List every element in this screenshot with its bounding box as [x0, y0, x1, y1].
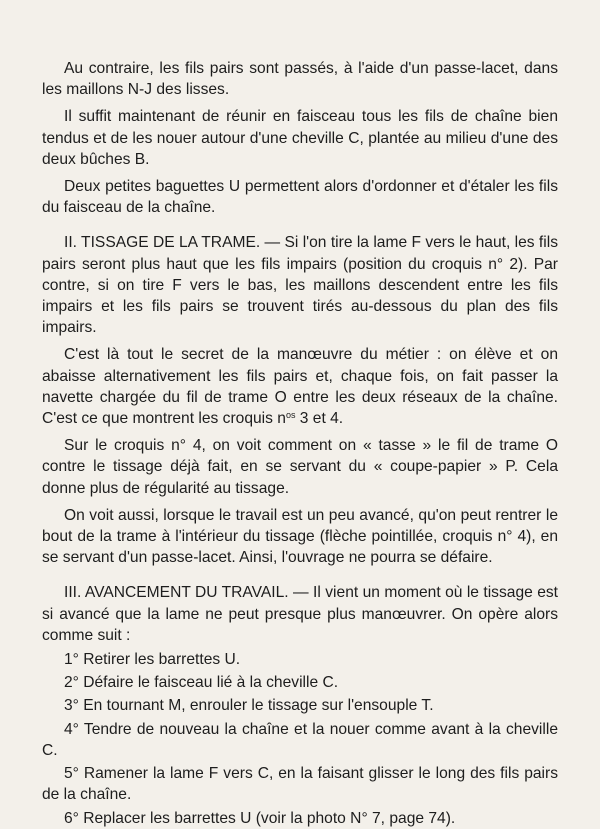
document-page [42, 58, 558, 829]
section-heading-progress: III. AVANCEMENT DU TRAVAIL. — [64, 584, 309, 602]
list-item: 4° Tendre de nouveau la chaîne et la nouer comme avant à la cheville C. [42, 720, 558, 759]
list-item: 2° Défaire le faisceau lié à la cheville C. [64, 674, 339, 692]
paragraph-pack-weft: Sur le croquis n° 4, on voit comment on « tasse » le fil de trame O contre le tissage déjà fait, en se servant du « coupe-papier » P. Cela donne plus de régularité au tissage. [42, 437, 558, 497]
paragraph-progress-intro: Il vient un moment où le tissage est si avancé que la lame ne peut presque plus manœuvrer. On opère alors comme suit : [42, 584, 559, 644]
paragraph-pairs-threads: Au contraire, les fils pairs sont passés, à l'aide d'un passe-lacet, dans les maillons N-J des lisses. [42, 60, 558, 99]
paragraph-lift-blade: Si l'on tire la lame F vers le haut, les fils pairs seront plus haut que les fils impairs (position du croquis n° 2). Par contre, si on tire F vers le bas, les maillons descendent entre les fils impairs et les fils pairs se trouvent tirés au-dessous du plan des fils impairs. [42, 234, 558, 337]
paragraph-rods: Deux petites baguettes U permettent alors d'ordonner et d'étaler les fils du faisceau de la chaîne. [42, 178, 558, 217]
paragraph-loom-secret: C'est là tout le secret de la manœuvre du métier : on élève et on abaisse alternativement les fils pairs et, chaque fois, on fait passer la navette chargée du fil de trame O entre les deux réseaux de la chaîne. C'est ce que montrent les croquis $n^{os}$ 3 et 4. [42, 346, 558, 428]
section-weaving-weft [42, 232, 558, 338]
section-heading-weaving: II. TISSAGE DE LA TRAME. — [64, 234, 281, 252]
list-item: 5° Ramener la lame F vers C, en la faisant glisser le long des fils pairs de la chaîne. [42, 765, 558, 804]
paragraph-tuck-weft: On voit aussi, lorsque le travail est un peu avancé, qu'on peut rentrer le bout de la trame à l'intérieur du tissage (flèche pointillée, croquis n° 4), en se servant d'un passe-lacet. Ainsi, l'ouvrage ne pourra se défaire. [42, 506, 558, 567]
paragraph-bundle-threads: Il suffit maintenant de réunir en faisceau tous les fils de chaîne bien tendus et de les nouer autour d'une cheville C, plantée au milieu d'une des deux bûches B. [42, 108, 558, 168]
steps-list [42, 649, 558, 829]
list-item: 1° Retirer les barrettes U. [64, 651, 241, 669]
list-item: 6° Replacer les barrettes U (voir la photo N° 7, page 74). [64, 809, 456, 827]
section-work-progress [42, 582, 558, 646]
list-item: 3° En tournant M, enrouler le tissage sur l'ensouple T. [64, 697, 434, 715]
